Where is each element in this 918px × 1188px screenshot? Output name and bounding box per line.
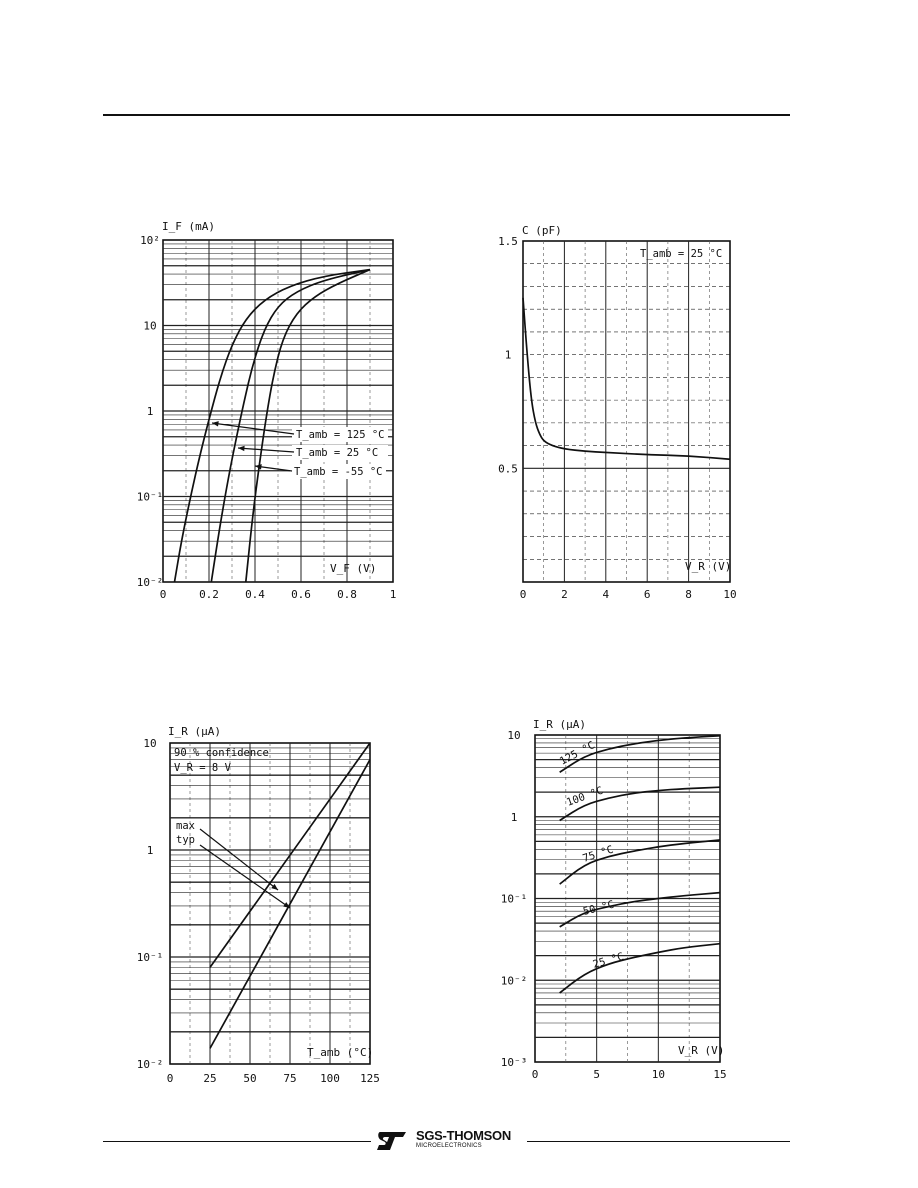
annotation-label: 90 % confidence <box>174 747 269 759</box>
company-logo <box>372 1128 527 1154</box>
annotation-label: V_R = 8 V <box>174 762 231 774</box>
series-line-4 <box>560 944 720 993</box>
x-tick-label: 50 <box>243 1072 257 1085</box>
annotation-label: T_amb = 25 °C <box>296 447 379 459</box>
x-tick-label: 8 <box>685 588 692 601</box>
y-axis-label: C (pF) <box>522 224 562 237</box>
x-tick-label: 0.8 <box>337 588 357 601</box>
y-tick-label: 10⁻² <box>136 576 164 589</box>
annotation-label: typ <box>176 834 195 846</box>
annotation-arrow <box>238 448 294 452</box>
x-axis-label: V_R (V) <box>678 1044 725 1057</box>
y-axis-label: I_F (mA) <box>162 220 215 233</box>
y-tick-label: 10⁻¹ <box>500 892 528 906</box>
x-tick-label: 0 <box>159 588 167 601</box>
x-tick-label: 100 <box>320 1072 340 1085</box>
annotation-arrow <box>200 845 290 908</box>
annotation-label: 25 °C <box>591 950 626 971</box>
y-tick-label: 10² <box>140 234 160 247</box>
y-tick-label: 10⁻³ <box>500 1056 528 1069</box>
x-tick-label: 0 <box>531 1068 539 1081</box>
y-tick-label: 1 <box>146 405 154 418</box>
chart-forward-current <box>137 220 397 601</box>
x-tick-label: 0.4 <box>245 588 265 601</box>
y-tick-label: 10⁻² <box>136 1058 164 1071</box>
x-axis-label: V_F (V) <box>330 562 377 575</box>
y-tick-label: 10⁻² <box>500 974 528 988</box>
annotation-arrow <box>200 829 278 890</box>
annotation-arrowhead <box>238 446 245 451</box>
x-tick-label: 6 <box>643 588 651 601</box>
x-tick-label: 1 <box>389 588 397 601</box>
x-tick-label: 10 <box>723 588 737 601</box>
x-tick-label: 25 <box>203 1072 217 1085</box>
y-axis-label: I_R (µA) <box>533 718 586 731</box>
x-tick-label: 0 <box>166 1072 174 1085</box>
bottom-rule-left <box>103 1141 371 1142</box>
chart-capacitance <box>498 224 737 601</box>
bottom-rule-right <box>527 1141 790 1142</box>
x-tick-label: 5 <box>593 1068 600 1081</box>
x-tick-label: 0.2 <box>199 588 219 601</box>
y-tick-label: 10 <box>143 737 157 750</box>
x-tick-label: 10 <box>651 1068 665 1081</box>
x-tick-label: 4 <box>602 588 610 601</box>
x-tick-label: 15 <box>713 1068 727 1081</box>
x-tick-label: 125 <box>360 1072 380 1085</box>
annotation-arrowhead <box>212 421 219 426</box>
annotation-arrow <box>212 423 294 434</box>
chart-reverse-current-temperature <box>137 725 380 1085</box>
x-axis-label: V_R (V) <box>685 560 732 573</box>
company-name: SGS-THOMSON <box>416 1128 511 1143</box>
chart-reverse-current-voltage <box>501 718 727 1081</box>
annotation-label: T_amb = 25 °C <box>640 248 723 260</box>
annotation-label: T_amb = 125 °C <box>296 429 385 441</box>
annotation-label: 50 °C <box>581 898 616 918</box>
company-tagline: MICROELECTRONICS <box>416 1143 482 1149</box>
annotation-label: 100 °C <box>564 784 605 809</box>
x-tick-label: 75 <box>283 1072 297 1085</box>
y-tick-label: 1 <box>510 810 518 824</box>
x-tick-label: 2 <box>561 588 568 601</box>
y-tick-label: 0.5 <box>498 462 518 476</box>
annotation-label: 75 °C <box>581 843 615 865</box>
x-tick-label: 0 <box>519 588 527 601</box>
st-logo-icon <box>376 1130 410 1152</box>
x-tick-label: 0.6 <box>291 588 311 601</box>
y-tick-label: 1 <box>146 844 154 857</box>
annotation-label: max <box>176 820 195 832</box>
y-tick-label: 1 <box>504 348 512 362</box>
y-tick-label: 10 <box>507 729 521 742</box>
x-axis-label: T_amb (°C) <box>307 1046 374 1059</box>
y-tick-label: 10⁻¹ <box>136 951 164 964</box>
series-line-2 <box>246 270 370 582</box>
annotation-label: T_amb = -55 °C <box>294 466 383 478</box>
annotation-label: 125 °C <box>557 739 597 768</box>
y-tick-label: 10⁻¹ <box>136 490 164 504</box>
y-tick-label: 10 <box>143 319 157 333</box>
y-axis-label: I_R (µA) <box>168 725 221 738</box>
y-tick-label: 1.5 <box>498 235 518 248</box>
